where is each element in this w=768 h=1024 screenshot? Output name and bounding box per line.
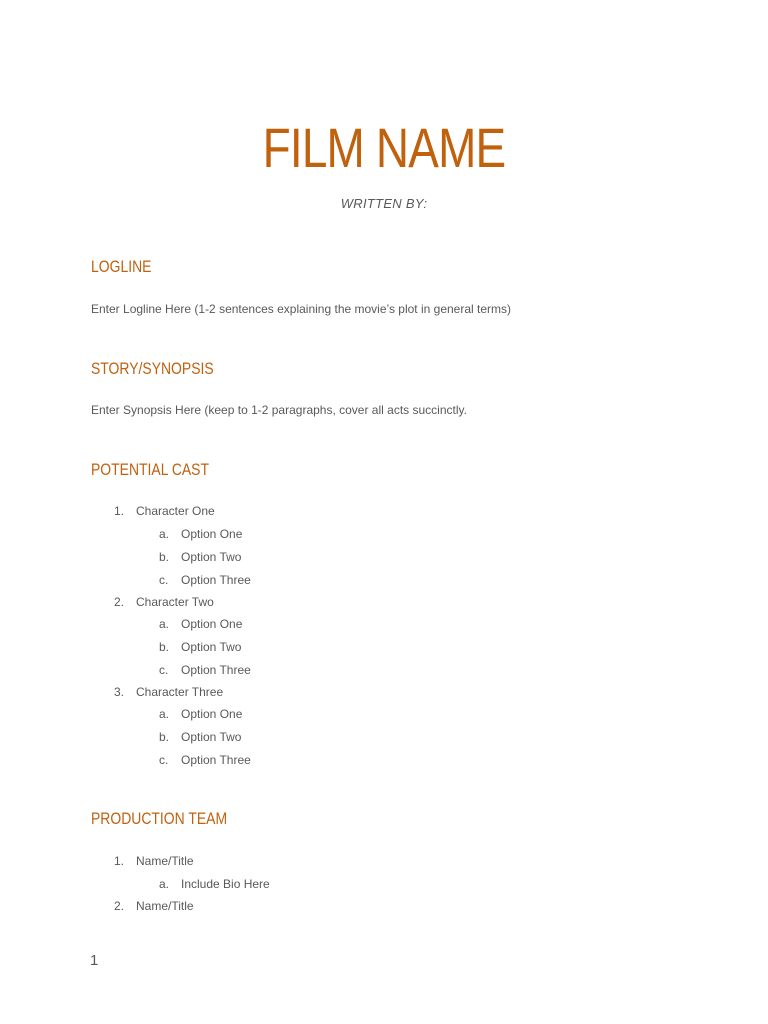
list-marker: a.	[159, 707, 170, 721]
list-marker: b.	[159, 730, 170, 744]
list-item-label: Name/Title	[136, 899, 194, 913]
production-team-heading: PRODUCTION TEAM	[91, 809, 228, 828]
list-item-label: Option Three	[181, 663, 251, 677]
film-title: FILM NAME	[262, 116, 506, 179]
list-item-label: Character One	[136, 504, 215, 518]
list-item-label: Option One	[181, 707, 243, 721]
logline-text: Enter Logline Here (1-2 sentences explaining the movie’s plot in general terms)	[91, 302, 512, 316]
list-item-label: Option Two	[181, 550, 242, 564]
list-item-label: Option Three	[181, 753, 251, 767]
list-item-label: Character Three	[136, 685, 224, 699]
list-marker: b.	[159, 550, 170, 564]
list-marker: 3.	[114, 685, 125, 699]
cast-heading: POTENTIAL CAST	[91, 460, 210, 479]
list-marker: 2.	[114, 899, 125, 913]
list-item-label: Option Three	[181, 573, 251, 587]
list-item-label: Option Two	[181, 640, 242, 654]
list-marker: 2.	[114, 595, 125, 609]
list-item-label: Character Two	[136, 595, 214, 609]
list-item-label: Include Bio Here	[181, 877, 270, 891]
list-marker: c.	[159, 573, 169, 587]
synopsis-text: Enter Synopsis Here (keep to 1-2 paragraphs, cover all acts succinctly.	[91, 403, 467, 417]
logline-heading: LOGLINE	[91, 257, 152, 276]
list-marker: c.	[159, 663, 169, 677]
page-number: 1	[90, 952, 99, 969]
written-by-label: WRITTEN BY:	[340, 196, 428, 211]
list-item-label: Option One	[181, 527, 243, 541]
list-marker: b.	[159, 640, 170, 654]
list-marker: 1.	[114, 504, 125, 518]
list-marker: a.	[159, 617, 170, 631]
list-item-label: Name/Title	[136, 854, 194, 868]
list-item-label: Option Two	[181, 730, 242, 744]
list-marker: 1.	[114, 854, 125, 868]
list-marker: c.	[159, 753, 169, 767]
list-item-label: Option One	[181, 617, 243, 631]
list-marker: a.	[159, 527, 170, 541]
list-marker: a.	[159, 877, 170, 891]
synopsis-heading: STORY/SYNOPSIS	[91, 359, 214, 378]
